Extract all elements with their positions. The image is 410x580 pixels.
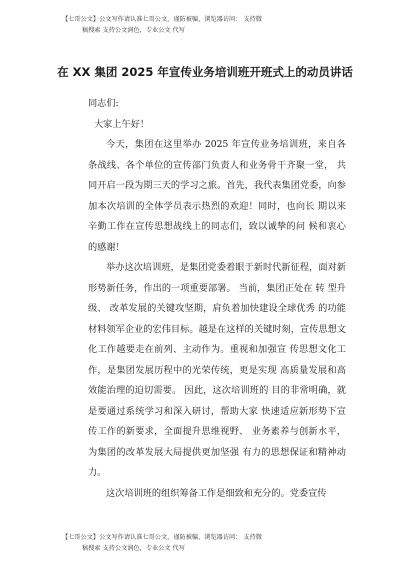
paragraph-purpose: 举办这次培训班，是集团党委着眼于新时代新征程，面对新形势新任务，作出的一项重要部署。 当前，集团正处在 转 型升级、 改革发展的关键攻坚期，肩负着加快建设全球优秀 的功能材料领军企业的宏伟目标。越是在这样的关键时刻，宣传思想文化工作越要走在前列、主动作为。重视和加强宣 传思想文化工作，是集团发展历程中的光荣传统，更是实现 高质量发展和高效能治理的迫切需要。 因此，这次培训班的 目的非常明确，就是要通过系统学习和深入研讨，帮助大家 快速适应新形势下宣传工作的新要求，全面提升思维视野、 业务素养与创新水平，为集团的改革发展大局提供更加坚强 有力的思想保证和精神动力。 [88,262,346,478]
speech-body [88,94,346,504]
notice-line-2: 稿搜索 支持公文润色，专业公文 代写 [82,27,185,34]
notice-line-1: 【七哥公文】公文写作请认准七哥公文，谨防被骗，浏览器访问： 支持微 [62,534,262,541]
notice-line-2: 稿搜索 支持公文润色，专业公文 代写 [82,545,185,552]
top-notice [62,14,362,36]
paragraph-welcome: 今天，集团在这里举办 2025 年宣传业务培训班，来自各 条战线、各个单位的宣传部门负责人和业务骨干齐聚一堂， 共同开启一段为期三天的学习之旅。首先，我代表集团党委，向参加本次培训的全体学员表示热烈的欢迎！同时，也向长 期以来辛勤工作在宣传思想战线上的同志们，致以诚挚的问 候和衷心的感谢！ [88,139,346,253]
paragraph-organization: 这次培训班的组织筹备工作是细致和充分的。党委宣传 [106,487,327,499]
salutation: 同志们: [88,98,119,109]
notice-line-1: 【七哥公文】公文写作请认准七哥公文，谨防被骗，浏览器访问： 支持微 [62,16,262,23]
document-title: 在 XX 集团 2025 年宣传业务培训班开班式上的动员讲话 [57,65,353,79]
greeting: 大家上午好！ [94,118,150,130]
bottom-notice [62,532,362,554]
